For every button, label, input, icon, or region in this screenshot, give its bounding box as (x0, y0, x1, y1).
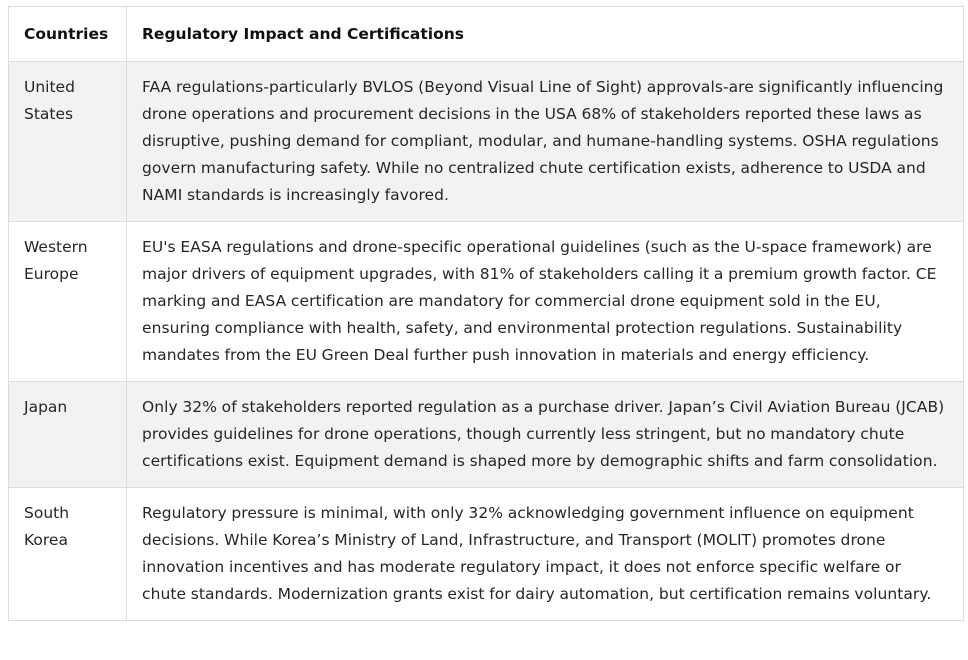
table-row (9, 62, 964, 222)
row-text-us: FAA regulations-particularly BVLOS (Beyond Visual Line of Sight) approvals-are significantly influencing drone operations and procurement decisions in the USA 68% of stakeholders reported these laws as disruptive, pushing demand for compliant, modular, and humane-handling systems. OSHA regulations govern manufacturing safety. While no centralized chute certification exists, adherence to USDA and NAMI standards is increasingly favored. (127, 62, 964, 222)
row-text-japan: Only 32% of stakeholders reported regulation as a purchase driver. Japan’s Civil Aviation Bureau (JCAB) provides guidelines for drone operations, though currently less stringent, but no mandatory chute certifications exist. Equipment demand is shaped more by demographic shifts and farm consolidation. (127, 382, 964, 488)
row-country-japan: Japan (9, 382, 127, 488)
row-country-western-europe: Western Europe (9, 222, 127, 382)
table-header-row (9, 7, 964, 62)
table-row (9, 488, 964, 621)
row-country-us: United States (9, 62, 127, 222)
table-row (9, 222, 964, 382)
table-row (9, 382, 964, 488)
row-text-south-korea: Regulatory pressure is minimal, with only 32% acknowledging government influence on equipment decisions. While Korea’s Ministry of Land, Infrastructure, and Transport (MOLIT) promotes drone innovation incentives and has moderate regulatory impact, it does not enforce specific welfare or chute standards. Modernization grants exist for dairy automation, but certification remains voluntary. (127, 488, 964, 621)
regulatory-table (8, 6, 964, 621)
regulatory-table-container (8, 6, 963, 621)
row-country-south-korea: South Korea (9, 488, 127, 621)
row-text-western-europe: EU's EASA regulations and drone-specific operational guidelines (such as the U-space framework) are major drivers of equipment upgrades, with 81% of stakeholders calling it a premium growth factor. CE marking and EASA certification are mandatory for commercial drone equipment sold in the EU, ensuring compliance with health, safety, and environmental protection regulations. Sustainability mandates from the EU Green Deal further push innovation in materials and energy efficiency. (127, 222, 964, 382)
header-countries: Countries (9, 7, 127, 62)
header-regulatory-impact: Regulatory Impact and Certifications (127, 7, 964, 62)
